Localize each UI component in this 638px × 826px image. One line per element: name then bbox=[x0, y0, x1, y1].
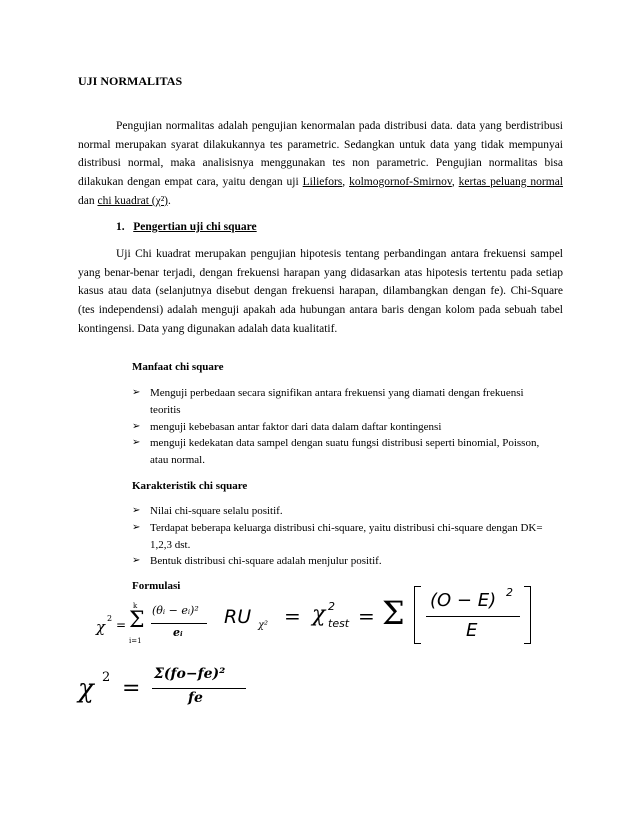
formula-3-denominator: fe bbox=[188, 690, 203, 706]
formulasi-heading: Formulasi bbox=[132, 580, 181, 592]
formula-2-chi: χ bbox=[312, 602, 326, 627]
list-item: ➢ menguji kebebasan antar faktor dari data dalam daftar kontingensi bbox=[132, 419, 552, 436]
formula-2-equals-2: = bbox=[358, 604, 375, 628]
list-item: ➢ Bentuk distribusi chi-square adalah menjulur positif. bbox=[132, 553, 552, 570]
manfaat-list bbox=[132, 385, 552, 469]
formula-2-numerator: (O − E) bbox=[430, 590, 497, 611]
section-1-number: 1. bbox=[116, 221, 125, 233]
list-item: ➢ Menguji perbedaan secara signifikan antara frekuensi yang diamati dengan frekuensi teoritis bbox=[132, 387, 524, 416]
formula-ru-chi-test bbox=[218, 584, 558, 650]
intro-sep-1: , bbox=[342, 176, 350, 189]
formula-3-numerator: Σ(fo−fe)² bbox=[154, 666, 226, 682]
list-item: ➢ Nilai chi-square selalu positif. bbox=[132, 503, 552, 520]
intro-paragraph bbox=[78, 117, 563, 211]
formula-1-equals: = bbox=[116, 618, 127, 632]
formula-2-equals-1: = bbox=[284, 604, 301, 628]
formula-1-fraction-bar bbox=[151, 623, 207, 624]
formula-2-denominator: E bbox=[466, 620, 478, 641]
formula-2-sub: test bbox=[328, 617, 350, 630]
formula-1-sigma: Σ bbox=[129, 608, 145, 633]
formula-3-fraction-bar bbox=[152, 688, 246, 689]
formula-1-denominator: eᵢ bbox=[173, 626, 183, 639]
formula-1-sum-lower: i=1 bbox=[129, 637, 142, 645]
arrow-bullet-icon: ➢ bbox=[132, 521, 141, 533]
karakteristik-heading: Karakteristik chi square bbox=[132, 480, 248, 492]
formula-2-fraction-bar bbox=[426, 616, 520, 617]
intro-sep-3: dan bbox=[78, 194, 98, 207]
list-item: ➢ Terdapat beberapa keluarga distribusi chi-square, yaitu distribusi chi-square dengan DK= 1,2,3 dst. bbox=[132, 521, 543, 551]
section-1-title: Pengertian uji chi square bbox=[133, 221, 257, 233]
karakteristik-list bbox=[132, 503, 552, 570]
formula-2-exponent: 2 bbox=[506, 586, 513, 599]
link-kolmogorov-smirnov[interactable]: kolmogornof-Smirnov bbox=[349, 176, 452, 189]
manfaat-heading: Manfaat chi square bbox=[132, 361, 224, 373]
arrow-bullet-icon: ➢ bbox=[132, 387, 141, 398]
formula-1-chi: χ bbox=[96, 618, 106, 636]
arrow-bullet-icon: ➢ bbox=[132, 505, 141, 516]
formula-1-numerator: (θᵢ − eᵢ)² bbox=[152, 604, 199, 617]
formula-2-sup: 2 bbox=[328, 600, 335, 613]
arrow-bullet-icon: ➢ bbox=[132, 420, 141, 432]
link-liliefors[interactable]: Liliefors bbox=[302, 176, 343, 189]
arrow-bullet-icon: ➢ bbox=[132, 555, 141, 567]
formula-3-square: 2 bbox=[102, 670, 111, 685]
formula-2-right-bracket bbox=[524, 586, 531, 644]
formula-1-sum-upper: k bbox=[133, 602, 138, 610]
document-title: UJI NORMALITAS bbox=[78, 74, 183, 88]
formula-3-chi: χ bbox=[78, 674, 94, 704]
formula-chi-square-fo-fe bbox=[76, 662, 256, 710]
formula-chi-square-theta bbox=[96, 600, 216, 650]
intro-text: Pengujian normalitas adalah pengujian kenormalan pada distribusi data. data yang berdistribusi normal merupakan syarat dilakukannya tes parametric. Sedangkan untuk data yang tidak mempunyai distribusi normal, maka analisisnya menggunakan tes non parametric. Pengujian normalitas bisa dilakukan dengan empat cara, yaitu dengan uji bbox=[78, 120, 563, 189]
link-kertas-peluang-normal[interactable]: kertas peluang normal bbox=[458, 176, 564, 189]
arrow-bullet-icon: ➢ bbox=[132, 437, 141, 449]
formula-3-equals: = bbox=[122, 676, 141, 701]
link-chi-kuadrat[interactable]: chi kuadrat (χ²) bbox=[97, 194, 168, 207]
intro-sep-2: , bbox=[451, 176, 459, 189]
formula-1-square: 2 bbox=[107, 614, 113, 623]
section-1-paragraph: Uji Chi kuadrat merupakan pengujian hipotesis tentang perbandingan antara frekuensi sampel yang benar-benar terjadi, dengan frekuensi harapan yang didasarkan atas hipotesis tertentu pada setiap kasus atau data (selanjutnya disebut dengan frekuensi harapan, dilambangkan dengan fe). Chi-Square (tes independensi) adalah menguji apakah ada hubungan antara baris dengan kolom pada sebuah tabel kontingensi. Data yang digunakan adalah data kualitatif. bbox=[78, 248, 563, 335]
formula-2-chi-sub: χ² bbox=[258, 620, 269, 631]
formula-2-ru: RU bbox=[224, 606, 252, 628]
formula-2-sigma: Σ bbox=[382, 594, 405, 632]
formula-2-left-bracket bbox=[414, 586, 421, 644]
list-item: ➢ menguji kedekatan data sampel dengan suatu fungsi distribusi seperti binomial, Poisson, atau normal. bbox=[132, 437, 540, 467]
section-1-heading bbox=[116, 221, 257, 233]
intro-end: . bbox=[167, 194, 171, 207]
